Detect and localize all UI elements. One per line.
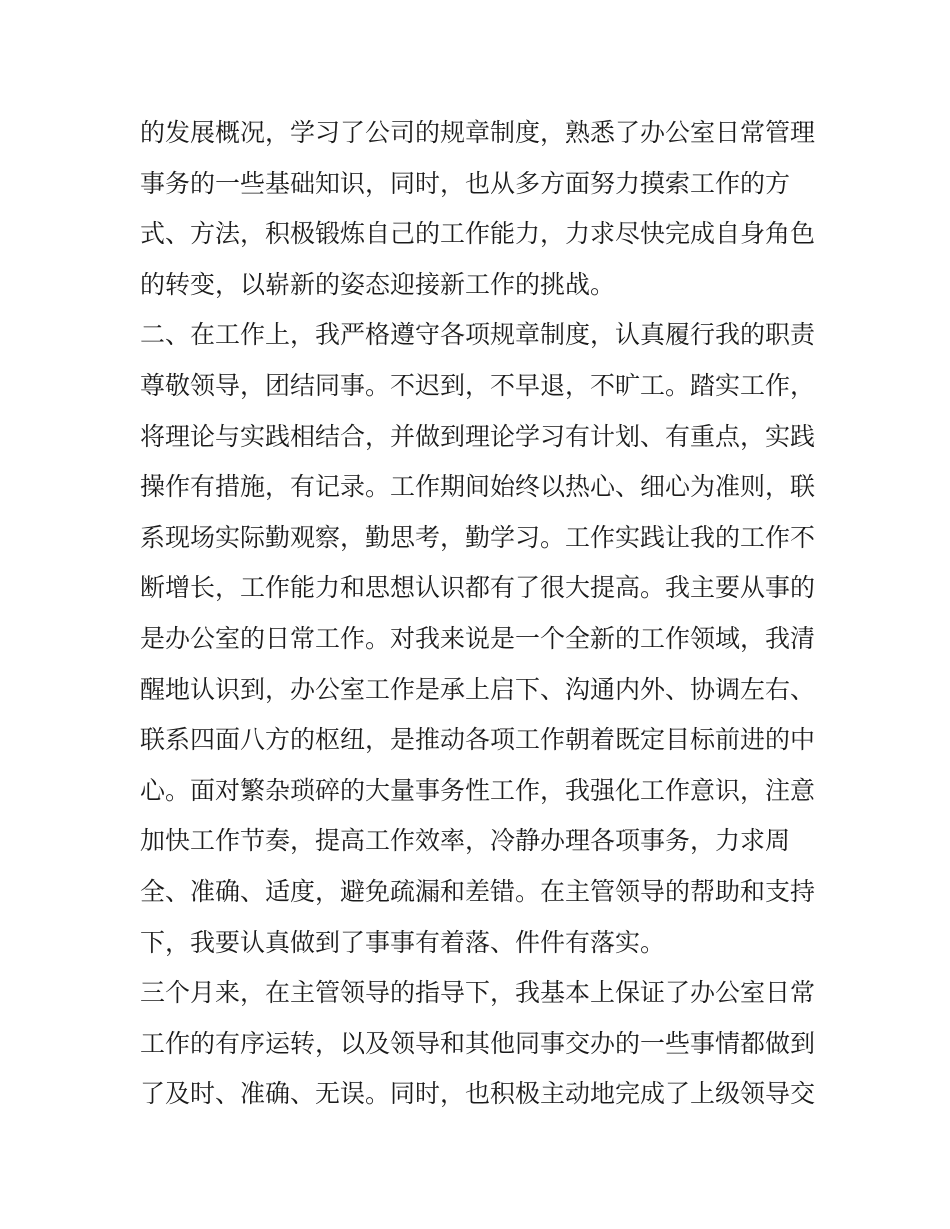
text-line: 的转变，以崭新的姿态迎接新工作的挑战。 [140, 269, 616, 299]
text-line: 操作有措施，有记录。工作期间始终以热心、细心为准则，联 [140, 472, 816, 502]
text-line: 工作的有序运转，以及领导和其他同事交办的一些事情都做到 [140, 1028, 816, 1058]
body-text [140, 108, 820, 1120]
text-line: 醒地认识到，办公室工作是承上启下、沟通内外、协调左右、 [140, 674, 816, 704]
text-line: 将理论与实践相结合，并做到理论学习有计划、有重点，实践 [140, 421, 816, 451]
text-line: 断增长，工作能力和思想认识都有了很大提高。我主要从事的 [140, 573, 816, 603]
text-line: 下，我要认真做到了事事有着落、件件有落实。 [140, 927, 666, 957]
text-line: 了及时、准确、无误。同时，也积极主动地完成了上级领导交 [140, 1079, 816, 1109]
text-line: 尊敬领导，团结同事。不迟到，不早退，不旷工。踏实工作， [140, 370, 816, 400]
text-line: 心。面对繁杂琐碎的大量事务性工作，我强化工作意识，注意 [140, 775, 816, 805]
text-line: 是办公室的日常工作。对我来说是一个全新的工作领域，我清 [140, 623, 816, 653]
text-line: 事务的一些基础知识，同时，也从多方面努力摸索工作的方 [140, 168, 791, 198]
text-line: 二、在工作上，我严格遵守各项规章制度，认真履行我的职责 [140, 320, 816, 350]
text-line: 加快工作节奏，提高工作效率，冷静办理各项事务，力求周 [140, 826, 791, 856]
text-line: 三个月来，在主管领导的指导下，我基本上保证了办公室日常 [140, 978, 816, 1008]
text-line: 全、准确、适度，避免疏漏和差错。在主管领导的帮助和支持 [140, 876, 816, 906]
text-line: 式、方法，积极锻炼自己的工作能力，力求尽快完成自身角色 [140, 219, 816, 249]
text-line: 联系四面八方的枢纽，是推动各项工作朝着既定目标前进的中 [140, 725, 816, 755]
text-line: 的发展概况，学习了公司的规章制度，熟悉了办公室日常管理 [140, 118, 816, 147]
text-line: 系现场实际勤观察，勤思考，勤学习。工作实践让我的工作不 [140, 522, 816, 552]
